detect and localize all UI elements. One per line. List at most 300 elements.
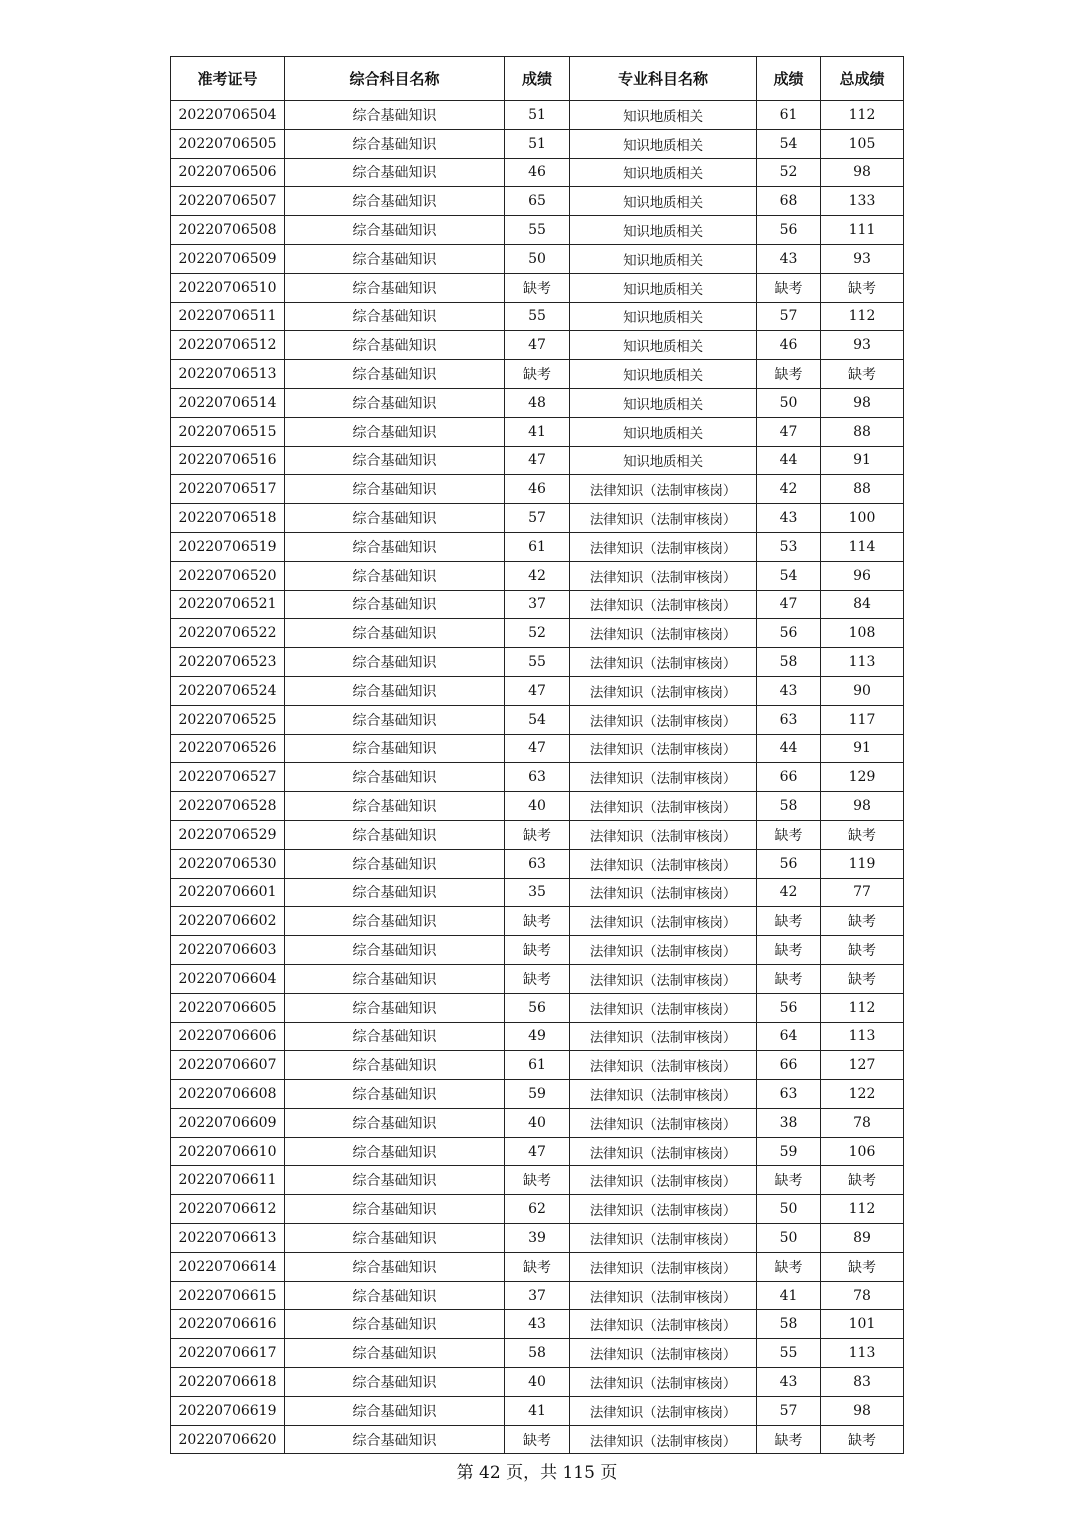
major-score-cell: 缺考: [757, 820, 821, 849]
total-score-cell: 90: [821, 676, 904, 705]
total-score-cell: 122: [821, 1080, 904, 1109]
major-subject-cell: 法律知识（法制审核岗）: [570, 1080, 757, 1109]
exam-id-cell: 20220706526: [171, 734, 285, 763]
total-score-cell: 89: [821, 1224, 904, 1253]
major-subject-cell: 法律知识（法制审核岗）: [570, 964, 757, 993]
major-score-cell: 42: [757, 475, 821, 504]
general-score-cell: 54: [505, 705, 570, 734]
total-score-cell: 106: [821, 1137, 904, 1166]
major-subject-cell: 法律知识（法制审核岗）: [570, 705, 757, 734]
general-score-cell: 46: [505, 475, 570, 504]
major-subject-cell: 法律知识（法制审核岗）: [570, 676, 757, 705]
general-score-cell: 50: [505, 244, 570, 273]
exam-id-cell: 20220706606: [171, 1022, 285, 1051]
general-score-cell: 46: [505, 158, 570, 187]
total-score-cell: 93: [821, 244, 904, 273]
total-score-cell: 91: [821, 446, 904, 475]
general-subject-cell: 综合基础知识: [285, 849, 505, 878]
major-score-cell: 55: [757, 1339, 821, 1368]
exam-id-cell: 20220706527: [171, 763, 285, 792]
major-subject-cell: 法律知识（法制审核岗）: [570, 648, 757, 677]
general-subject-cell: 综合基础知识: [285, 964, 505, 993]
major-subject-cell: 知识地质相关: [570, 101, 757, 130]
general-score-cell: 47: [505, 676, 570, 705]
exam-id-cell: 20220706505: [171, 129, 285, 158]
header-row: [171, 57, 904, 101]
general-score-cell: 59: [505, 1080, 570, 1109]
table-row: [171, 1252, 904, 1281]
major-subject-cell: 法律知识（法制审核岗）: [570, 1339, 757, 1368]
table-row: [171, 331, 904, 360]
general-score-cell: 51: [505, 129, 570, 158]
general-subject-cell: 综合基础知识: [285, 360, 505, 389]
major-score-cell: 50: [757, 1224, 821, 1253]
general-subject-cell: 综合基础知识: [285, 1425, 505, 1454]
major-subject-cell: 法律知识（法制审核岗）: [570, 1396, 757, 1425]
major-score-cell: 52: [757, 158, 821, 187]
major-subject-cell: 知识地质相关: [570, 244, 757, 273]
total-score-cell: 111: [821, 216, 904, 245]
total-score-cell: 91: [821, 734, 904, 763]
table-row: [171, 244, 904, 273]
exam-id-cell: 20220706518: [171, 504, 285, 533]
major-score-cell: 50: [757, 1195, 821, 1224]
major-score-cell: 47: [757, 590, 821, 619]
general-subject-cell: 综合基础知识: [285, 417, 505, 446]
total-score-cell: 119: [821, 849, 904, 878]
header-major-subject: 专业科目名称: [570, 57, 757, 101]
general-subject-cell: 综合基础知识: [285, 792, 505, 821]
general-score-cell: 47: [505, 446, 570, 475]
total-score-cell: 113: [821, 648, 904, 677]
general-subject-cell: 综合基础知识: [285, 1396, 505, 1425]
major-subject-cell: 知识地质相关: [570, 187, 757, 216]
table-row: [171, 878, 904, 907]
major-score-cell: 64: [757, 1022, 821, 1051]
general-subject-cell: 综合基础知识: [285, 101, 505, 130]
table-row: [171, 1368, 904, 1397]
major-subject-cell: 法律知识（法制审核岗）: [570, 936, 757, 965]
table-body: [171, 101, 904, 1454]
total-score-cell: 98: [821, 792, 904, 821]
major-score-cell: 43: [757, 244, 821, 273]
major-subject-cell: 法律知识（法制审核岗）: [570, 1224, 757, 1253]
exam-id-cell: 20220706509: [171, 244, 285, 273]
table-row: [171, 417, 904, 446]
major-subject-cell: 法律知识（法制审核岗）: [570, 1368, 757, 1397]
general-subject-cell: 综合基础知识: [285, 590, 505, 619]
general-score-cell: 61: [505, 532, 570, 561]
exam-id-cell: 20220706616: [171, 1310, 285, 1339]
general-subject-cell: 综合基础知识: [285, 331, 505, 360]
table-row: [171, 446, 904, 475]
exam-id-cell: 20220706602: [171, 907, 285, 936]
major-score-cell: 66: [757, 763, 821, 792]
general-score-cell: 47: [505, 734, 570, 763]
table-row: [171, 532, 904, 561]
table-row: [171, 907, 904, 936]
general-score-cell: 缺考: [505, 360, 570, 389]
general-score-cell: 51: [505, 101, 570, 130]
major-score-cell: 59: [757, 1137, 821, 1166]
major-score-cell: 缺考: [757, 1166, 821, 1195]
total-score-cell: 缺考: [821, 360, 904, 389]
total-score-cell: 93: [821, 331, 904, 360]
table-row: [171, 1339, 904, 1368]
general-score-cell: 37: [505, 1281, 570, 1310]
major-subject-cell: 法律知识（法制审核岗）: [570, 849, 757, 878]
total-score-cell: 133: [821, 187, 904, 216]
table-row: [171, 590, 904, 619]
general-score-cell: 52: [505, 619, 570, 648]
major-score-cell: 53: [757, 532, 821, 561]
total-score-cell: 83: [821, 1368, 904, 1397]
page-number: 第 42 页，共 115 页: [456, 1463, 618, 1483]
general-score-cell: 缺考: [505, 964, 570, 993]
general-score-cell: 62: [505, 1195, 570, 1224]
total-score-cell: 127: [821, 1051, 904, 1080]
table-row: [171, 1051, 904, 1080]
general-score-cell: 47: [505, 331, 570, 360]
total-score-cell: 98: [821, 1396, 904, 1425]
general-score-cell: 56: [505, 993, 570, 1022]
major-subject-cell: 法律知识（法制审核岗）: [570, 619, 757, 648]
major-score-cell: 44: [757, 446, 821, 475]
major-subject-cell: 法律知识（法制审核岗）: [570, 1022, 757, 1051]
major-subject-cell: 法律知识（法制审核岗）: [570, 1310, 757, 1339]
general-score-cell: 40: [505, 792, 570, 821]
total-score-cell: 缺考: [821, 1252, 904, 1281]
exam-id-cell: 20220706512: [171, 331, 285, 360]
major-subject-cell: 法律知识（法制审核岗）: [570, 1137, 757, 1166]
general-subject-cell: 综合基础知识: [285, 158, 505, 187]
exam-id-cell: 20220706618: [171, 1368, 285, 1397]
general-subject-cell: 综合基础知识: [285, 1252, 505, 1281]
exam-id-cell: 20220706530: [171, 849, 285, 878]
total-score-cell: 缺考: [821, 273, 904, 302]
table-row: [171, 1137, 904, 1166]
total-score-cell: 100: [821, 504, 904, 533]
general-subject-cell: 综合基础知识: [285, 1051, 505, 1080]
general-score-cell: 41: [505, 417, 570, 446]
general-score-cell: 缺考: [505, 820, 570, 849]
general-subject-cell: 综合基础知识: [285, 1022, 505, 1051]
general-score-cell: 39: [505, 1224, 570, 1253]
general-score-cell: 缺考: [505, 1252, 570, 1281]
table-row: [171, 475, 904, 504]
general-subject-cell: 综合基础知识: [285, 648, 505, 677]
total-score-cell: 117: [821, 705, 904, 734]
major-subject-cell: 知识地质相关: [570, 216, 757, 245]
major-score-cell: 46: [757, 331, 821, 360]
table-header: [171, 57, 904, 101]
major-subject-cell: 法律知识（法制审核岗）: [570, 1281, 757, 1310]
table-row: [171, 1396, 904, 1425]
table-row: [171, 648, 904, 677]
general-subject-cell: 综合基础知识: [285, 1080, 505, 1109]
major-subject-cell: 法律知识（法制审核岗）: [570, 561, 757, 590]
major-subject-cell: 法律知识（法制审核岗）: [570, 1051, 757, 1080]
major-subject-cell: 法律知识（法制审核岗）: [570, 590, 757, 619]
exam-id-cell: 20220706614: [171, 1252, 285, 1281]
major-subject-cell: 知识地质相关: [570, 158, 757, 187]
table-row: [171, 1224, 904, 1253]
total-score-cell: 105: [821, 129, 904, 158]
general-score-cell: 61: [505, 1051, 570, 1080]
major-subject-cell: 知识地质相关: [570, 446, 757, 475]
table-row: [171, 763, 904, 792]
table-row: [171, 734, 904, 763]
general-subject-cell: 综合基础知识: [285, 504, 505, 533]
major-score-cell: 44: [757, 734, 821, 763]
total-score-cell: 112: [821, 302, 904, 331]
total-score-cell: 98: [821, 388, 904, 417]
exam-id-cell: 20220706510: [171, 273, 285, 302]
general-score-cell: 63: [505, 849, 570, 878]
header-exam-id: 准考证号: [171, 57, 285, 101]
total-score-cell: 112: [821, 101, 904, 130]
general-score-cell: 55: [505, 302, 570, 331]
major-score-cell: 38: [757, 1108, 821, 1137]
exam-id-cell: 20220706516: [171, 446, 285, 475]
general-score-cell: 缺考: [505, 1425, 570, 1454]
table-row: [171, 676, 904, 705]
exam-id-cell: 20220706615: [171, 1281, 285, 1310]
table-row: [171, 936, 904, 965]
exam-id-cell: 20220706514: [171, 388, 285, 417]
table-row: [171, 388, 904, 417]
major-subject-cell: 法律知识（法制审核岗）: [570, 993, 757, 1022]
total-score-cell: 缺考: [821, 936, 904, 965]
general-subject-cell: 综合基础知识: [285, 676, 505, 705]
table-row: [171, 964, 904, 993]
general-score-cell: 58: [505, 1339, 570, 1368]
major-score-cell: 57: [757, 1396, 821, 1425]
major-subject-cell: 法律知识（法制审核岗）: [570, 1252, 757, 1281]
general-subject-cell: 综合基础知识: [285, 705, 505, 734]
exam-id-cell: 20220706511: [171, 302, 285, 331]
major-subject-cell: 知识地质相关: [570, 302, 757, 331]
general-subject-cell: 综合基础知识: [285, 1224, 505, 1253]
general-subject-cell: 综合基础知识: [285, 619, 505, 648]
table-row: [171, 273, 904, 302]
total-score-cell: 缺考: [821, 820, 904, 849]
major-score-cell: 50: [757, 388, 821, 417]
general-score-cell: 48: [505, 388, 570, 417]
total-score-cell: 112: [821, 1195, 904, 1224]
general-subject-cell: 综合基础知识: [285, 244, 505, 273]
general-subject-cell: 综合基础知识: [285, 561, 505, 590]
major-subject-cell: 知识地质相关: [570, 331, 757, 360]
general-subject-cell: 综合基础知识: [285, 763, 505, 792]
total-score-cell: 96: [821, 561, 904, 590]
total-score-cell: 129: [821, 763, 904, 792]
score-table: [170, 56, 904, 1454]
table-row: [171, 216, 904, 245]
total-score-cell: 112: [821, 993, 904, 1022]
major-score-cell: 66: [757, 1051, 821, 1080]
exam-id-cell: 20220706515: [171, 417, 285, 446]
exam-id-cell: 20220706619: [171, 1396, 285, 1425]
header-general-subject: 综合科目名称: [285, 57, 505, 101]
major-subject-cell: 法律知识（法制审核岗）: [570, 1195, 757, 1224]
exam-id-cell: 20220706610: [171, 1137, 285, 1166]
major-subject-cell: 知识地质相关: [570, 129, 757, 158]
major-score-cell: 58: [757, 648, 821, 677]
general-subject-cell: 综合基础知识: [285, 1310, 505, 1339]
general-subject-cell: 综合基础知识: [285, 446, 505, 475]
major-score-cell: 缺考: [757, 360, 821, 389]
major-score-cell: 41: [757, 1281, 821, 1310]
general-score-cell: 47: [505, 1137, 570, 1166]
major-subject-cell: 法律知识（法制审核岗）: [570, 532, 757, 561]
exam-id-cell: 20220706609: [171, 1108, 285, 1137]
exam-id-cell: 20220706520: [171, 561, 285, 590]
header-general-score: 成绩: [505, 57, 570, 101]
exam-id-cell: 20220706612: [171, 1195, 285, 1224]
general-subject-cell: 综合基础知识: [285, 734, 505, 763]
total-score-cell: 98: [821, 158, 904, 187]
general-score-cell: 37: [505, 590, 570, 619]
table-row: [171, 1281, 904, 1310]
total-score-cell: 88: [821, 417, 904, 446]
table-row: [171, 1080, 904, 1109]
general-score-cell: 63: [505, 763, 570, 792]
total-score-cell: 113: [821, 1339, 904, 1368]
general-score-cell: 缺考: [505, 907, 570, 936]
table-row: [171, 504, 904, 533]
major-score-cell: 43: [757, 676, 821, 705]
total-score-cell: 101: [821, 1310, 904, 1339]
major-score-cell: 58: [757, 792, 821, 821]
exam-id-cell: 20220706522: [171, 619, 285, 648]
major-subject-cell: 知识地质相关: [570, 273, 757, 302]
major-score-cell: 56: [757, 619, 821, 648]
general-subject-cell: 综合基础知识: [285, 1166, 505, 1195]
table-row: [171, 302, 904, 331]
exam-id-cell: 20220706601: [171, 878, 285, 907]
major-score-cell: 56: [757, 993, 821, 1022]
table-row: [171, 360, 904, 389]
exam-id-cell: 20220706603: [171, 936, 285, 965]
general-score-cell: 43: [505, 1310, 570, 1339]
table-row: [171, 101, 904, 130]
exam-id-cell: 20220706507: [171, 187, 285, 216]
general-subject-cell: 综合基础知识: [285, 878, 505, 907]
table-row: [171, 158, 904, 187]
major-score-cell: 57: [757, 302, 821, 331]
table-row: [171, 1166, 904, 1195]
exam-id-cell: 20220706617: [171, 1339, 285, 1368]
table-row: [171, 1108, 904, 1137]
major-score-cell: 缺考: [757, 273, 821, 302]
total-score-cell: 缺考: [821, 964, 904, 993]
major-score-cell: 68: [757, 187, 821, 216]
general-subject-cell: 综合基础知识: [285, 216, 505, 245]
major-subject-cell: 法律知识（法制审核岗）: [570, 734, 757, 763]
total-score-cell: 114: [821, 532, 904, 561]
total-score-cell: 88: [821, 475, 904, 504]
total-score-cell: 缺考: [821, 1425, 904, 1454]
exam-id-cell: 20220706605: [171, 993, 285, 1022]
table-row: [171, 187, 904, 216]
major-subject-cell: 知识地质相关: [570, 360, 757, 389]
major-score-cell: 缺考: [757, 1425, 821, 1454]
total-score-cell: 77: [821, 878, 904, 907]
total-score-cell: 78: [821, 1281, 904, 1310]
general-subject-cell: 综合基础知识: [285, 1195, 505, 1224]
exam-id-cell: 20220706524: [171, 676, 285, 705]
major-subject-cell: 法律知识（法制审核岗）: [570, 504, 757, 533]
table-row: [171, 705, 904, 734]
general-score-cell: 40: [505, 1108, 570, 1137]
exam-id-cell: 20220706604: [171, 964, 285, 993]
exam-id-cell: 20220706519: [171, 532, 285, 561]
total-score-cell: 84: [821, 590, 904, 619]
major-score-cell: 56: [757, 849, 821, 878]
major-subject-cell: 知识地质相关: [570, 417, 757, 446]
major-subject-cell: 法律知识（法制审核岗）: [570, 475, 757, 504]
table-row: [171, 1022, 904, 1051]
exam-id-cell: 20220706521: [171, 590, 285, 619]
major-subject-cell: 知识地质相关: [570, 388, 757, 417]
major-score-cell: 43: [757, 504, 821, 533]
major-score-cell: 61: [757, 101, 821, 130]
general-subject-cell: 综合基础知识: [285, 1281, 505, 1310]
major-score-cell: 56: [757, 216, 821, 245]
general-subject-cell: 综合基础知识: [285, 1339, 505, 1368]
header-major-score: 成绩: [757, 57, 821, 101]
general-subject-cell: 综合基础知识: [285, 532, 505, 561]
exam-id-cell: 20220706607: [171, 1051, 285, 1080]
exam-id-cell: 20220706613: [171, 1224, 285, 1253]
exam-id-cell: 20220706620: [171, 1425, 285, 1454]
major-subject-cell: 法律知识（法制审核岗）: [570, 907, 757, 936]
exam-id-cell: 20220706506: [171, 158, 285, 187]
table-row: [171, 129, 904, 158]
general-subject-cell: 综合基础知识: [285, 129, 505, 158]
general-score-cell: 65: [505, 187, 570, 216]
general-score-cell: 缺考: [505, 936, 570, 965]
general-subject-cell: 综合基础知识: [285, 273, 505, 302]
major-score-cell: 63: [757, 1080, 821, 1109]
general-subject-cell: 综合基础知识: [285, 388, 505, 417]
header-total-score: 总成绩: [821, 57, 904, 101]
major-score-cell: 58: [757, 1310, 821, 1339]
general-score-cell: 35: [505, 878, 570, 907]
exam-id-cell: 20220706611: [171, 1166, 285, 1195]
major-score-cell: 缺考: [757, 1252, 821, 1281]
table-row: [171, 619, 904, 648]
total-score-cell: 78: [821, 1108, 904, 1137]
general-subject-cell: 综合基础知识: [285, 1108, 505, 1137]
general-score-cell: 缺考: [505, 1166, 570, 1195]
exam-id-cell: 20220706525: [171, 705, 285, 734]
table-row: [171, 993, 904, 1022]
major-subject-cell: 法律知识（法制审核岗）: [570, 1166, 757, 1195]
major-subject-cell: 法律知识（法制审核岗）: [570, 878, 757, 907]
major-subject-cell: 法律知识（法制审核岗）: [570, 820, 757, 849]
general-score-cell: 49: [505, 1022, 570, 1051]
major-score-cell: 缺考: [757, 964, 821, 993]
major-score-cell: 43: [757, 1368, 821, 1397]
table-row: [171, 849, 904, 878]
major-score-cell: 47: [757, 417, 821, 446]
exam-id-cell: 20220706528: [171, 792, 285, 821]
general-score-cell: 57: [505, 504, 570, 533]
total-score-cell: 缺考: [821, 1166, 904, 1195]
major-subject-cell: 法律知识（法制审核岗）: [570, 1425, 757, 1454]
